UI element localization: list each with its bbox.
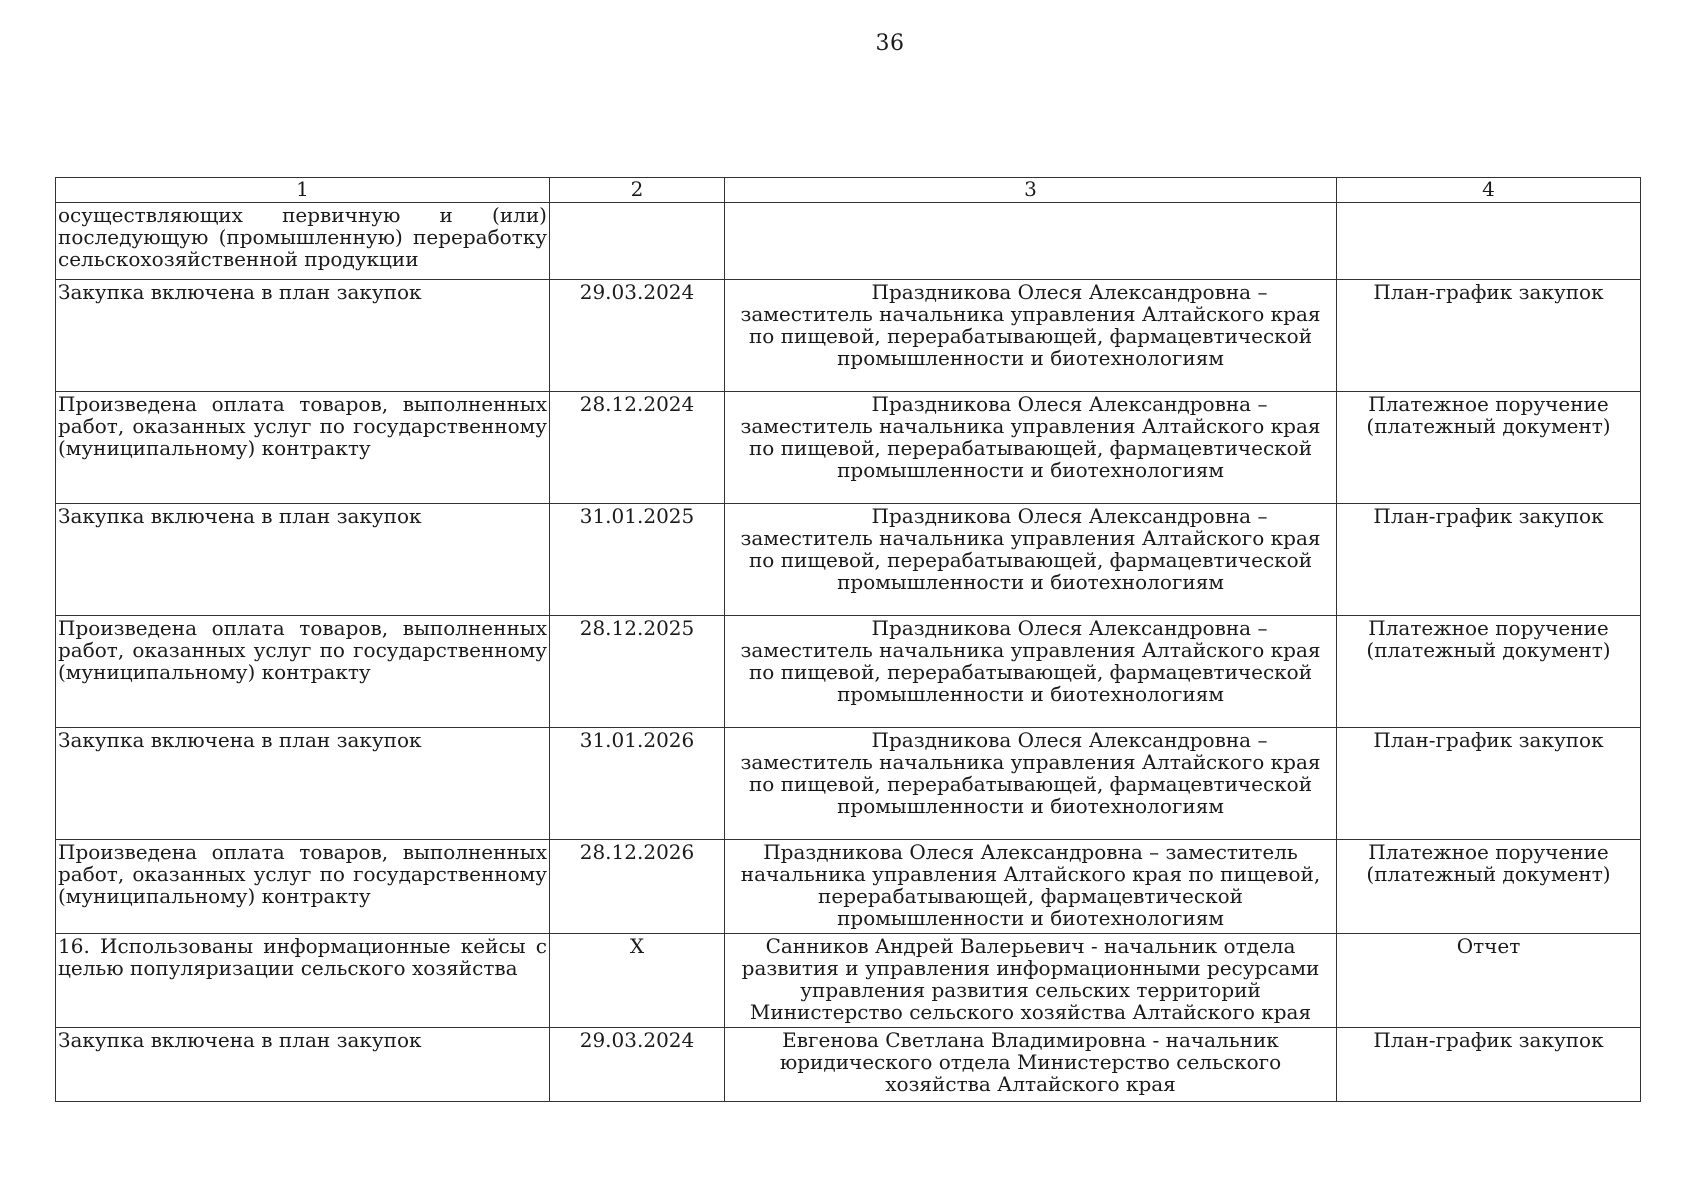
cell-document: План-график закупок bbox=[1337, 728, 1641, 840]
cell-event: Произведена оплата товаров, выполненных работ, оказанных услуг по государственному (муниципальному) контракту bbox=[56, 392, 550, 504]
cell-responsible bbox=[725, 203, 1337, 280]
cell-date: X bbox=[550, 934, 725, 1028]
column-header-3: 3 bbox=[725, 178, 1337, 203]
cell-date: 31.01.2026 bbox=[550, 728, 725, 840]
cell-responsible: Праздникова Олеся Александровна – заместитель начальника управления Алтайского края по пищевой, перерабатывающей, фармацевтической промышленности и биотехнологиям bbox=[725, 504, 1337, 616]
table-row bbox=[56, 392, 1641, 504]
cell-date: 28.12.2025 bbox=[550, 616, 725, 728]
table-row bbox=[56, 934, 1641, 1028]
cell-date: 31.01.2025 bbox=[550, 504, 725, 616]
cell-event: 16. Использованы информационные кейсы с целью популяризации сельского хозяйства bbox=[56, 934, 550, 1028]
cell-document: Платежное поручение (платежный документ) bbox=[1337, 840, 1641, 934]
column-header-1: 1 bbox=[56, 178, 550, 203]
cell-responsible: Евгенова Светлана Владимировна - начальник юридического отдела Министерство сельского хозяйства Алтайского края bbox=[725, 1028, 1337, 1102]
cell-responsible: Санников Андрей Валерьевич - начальник отдела развития и управления информационными ресурсами управления развития сельских территорий Министерство сельского хозяйства Алтайского края bbox=[725, 934, 1337, 1028]
cell-responsible: Праздникова Олеся Александровна – заместитель начальника управления Алтайского края по пищевой, перерабатывающей, фармацевтической промышленности и биотехнологиям bbox=[725, 392, 1337, 504]
document-table bbox=[55, 177, 1641, 1102]
cell-responsible: Праздникова Олеся Александровна – заместитель начальника управления Алтайского края по пищевой, перерабатывающей, фармацевтической промышленности и биотехнологиям bbox=[725, 616, 1337, 728]
cell-document: План-график закупок bbox=[1337, 1028, 1641, 1102]
cell-event: Закупка включена в план закупок bbox=[56, 1028, 550, 1102]
page-number: 36 bbox=[875, 31, 905, 56]
cell-event: осуществляющих первичную и (или) последующую (промышленную) переработку сельскохозяйственной продукции bbox=[56, 203, 550, 280]
cell-event: Закупка включена в план закупок bbox=[56, 728, 550, 840]
cell-document: Отчет bbox=[1337, 934, 1641, 1028]
cell-date: 29.03.2024 bbox=[550, 1028, 725, 1102]
table-row bbox=[56, 728, 1641, 840]
table-row bbox=[56, 840, 1641, 934]
table-header-row bbox=[56, 178, 1641, 203]
table-row bbox=[56, 203, 1641, 280]
cell-document: Платежное поручение (платежный документ) bbox=[1337, 392, 1641, 504]
cell-event: Произведена оплата товаров, выполненных работ, оказанных услуг по государственному (муниципальному) контракту bbox=[56, 616, 550, 728]
cell-responsible: Праздникова Олеся Александровна – заместитель начальника управления Алтайского края по пищевой, перерабатывающей, фармацевтической промышленности и биотехнологиям bbox=[725, 728, 1337, 840]
table-row bbox=[56, 280, 1641, 392]
cell-date: 29.03.2024 bbox=[550, 280, 725, 392]
cell-document: План-график закупок bbox=[1337, 504, 1641, 616]
cell-date: 28.12.2026 bbox=[550, 840, 725, 934]
cell-document: План-график закупок bbox=[1337, 280, 1641, 392]
table-row bbox=[56, 504, 1641, 616]
cell-event: Закупка включена в план закупок bbox=[56, 504, 550, 616]
cell-responsible: Праздникова Олеся Александровна – заместитель начальника управления Алтайского края по пищевой, перерабатывающей, фармацевтической промышленности и биотехнологиям bbox=[725, 280, 1337, 392]
table-row bbox=[56, 616, 1641, 728]
cell-event: Произведена оплата товаров, выполненных работ, оказанных услуг по государственному (муниципальному) контракту bbox=[56, 840, 550, 934]
cell-date bbox=[550, 203, 725, 280]
table-row bbox=[56, 1028, 1641, 1102]
cell-document bbox=[1337, 203, 1641, 280]
cell-event: Закупка включена в план закупок bbox=[56, 280, 550, 392]
cell-date: 28.12.2024 bbox=[550, 392, 725, 504]
cell-document: Платежное поручение (платежный документ) bbox=[1337, 616, 1641, 728]
cell-responsible: Праздникова Олеся Александровна – заместитель начальника управления Алтайского края по пищевой, перерабатывающей, фармацевтической промышленности и биотехнологиям bbox=[725, 840, 1337, 934]
column-header-4: 4 bbox=[1337, 178, 1641, 203]
column-header-2: 2 bbox=[550, 178, 725, 203]
